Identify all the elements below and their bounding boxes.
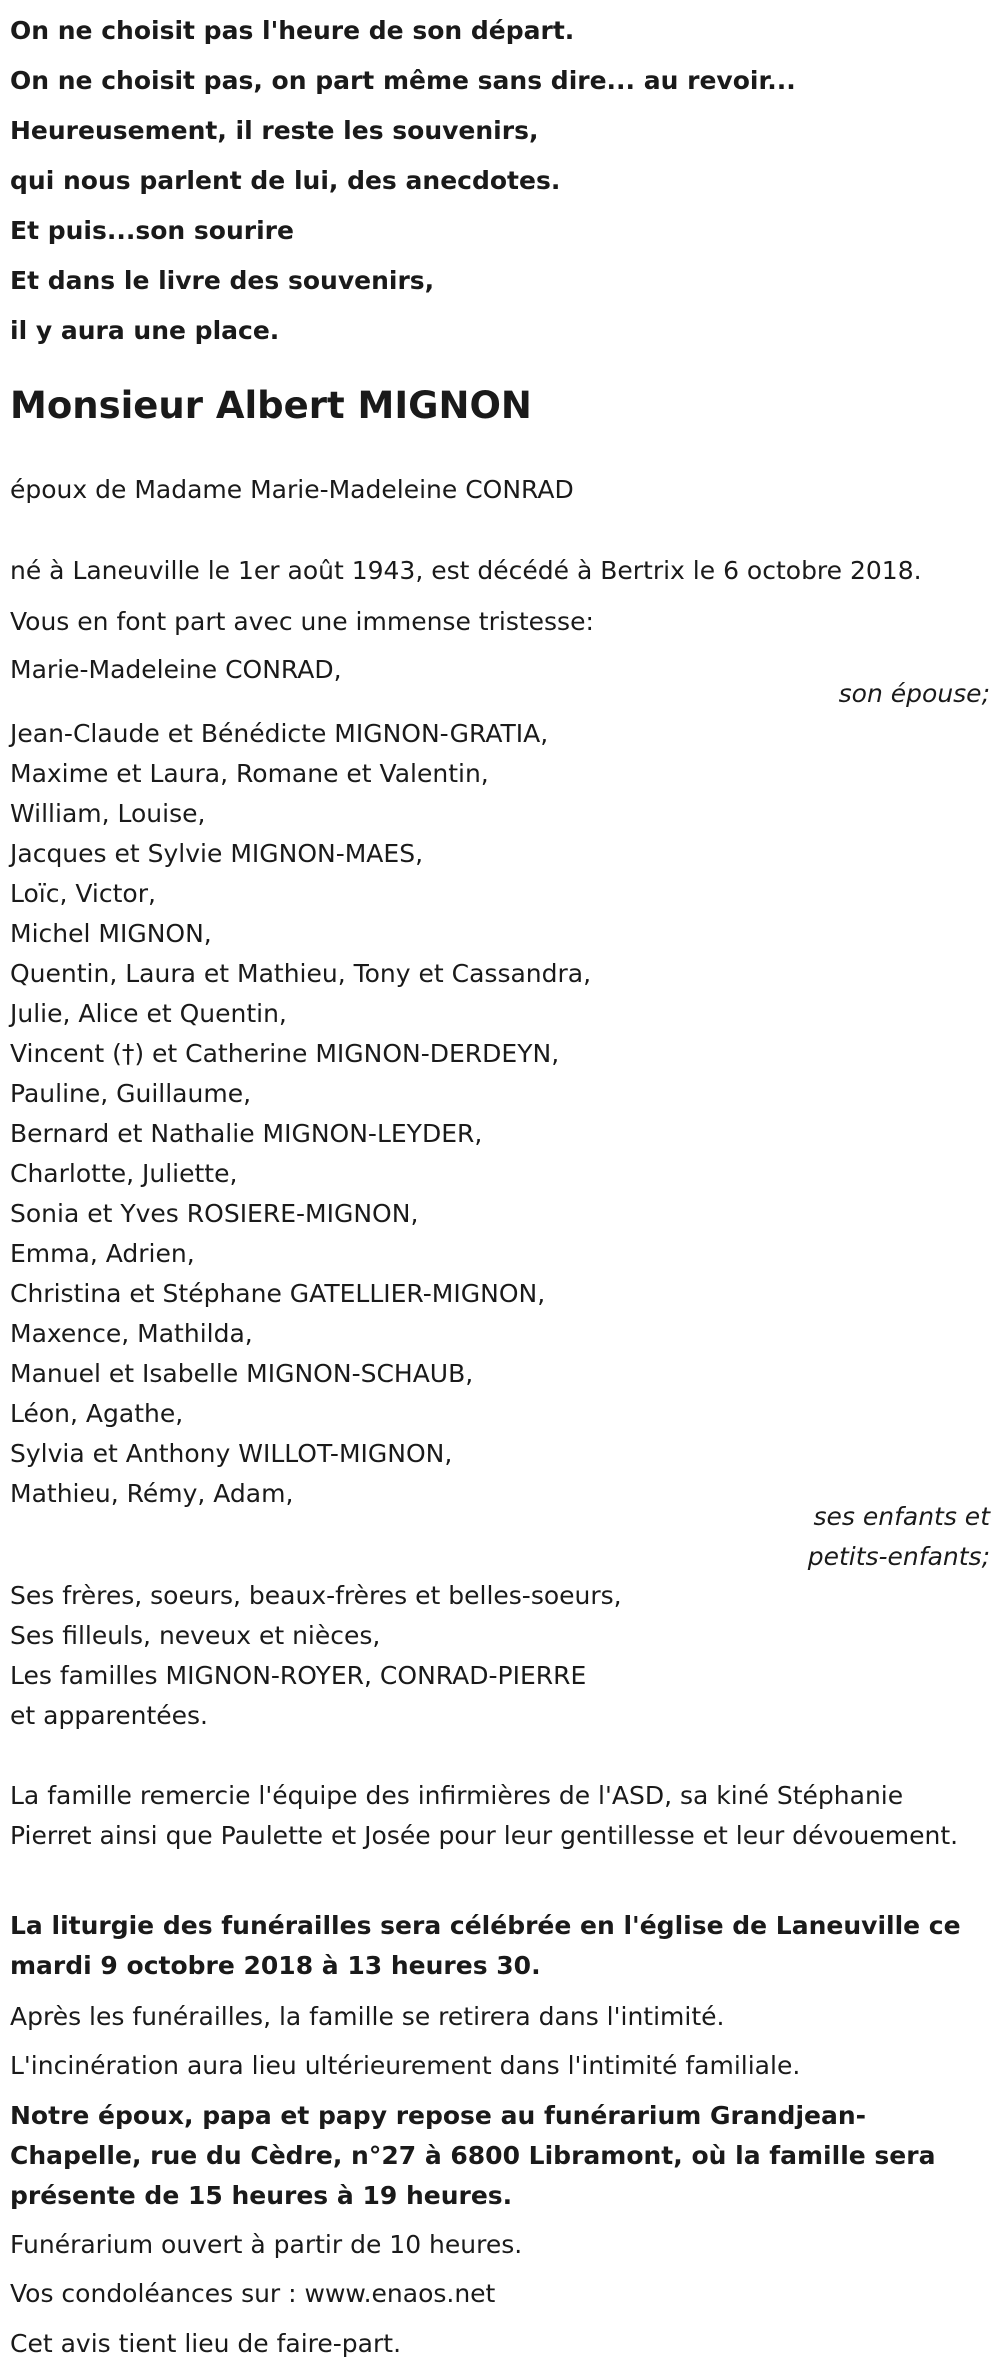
deceased-name: Monsieur Albert MIGNON — [10, 384, 532, 427]
poem-line: On ne choisit pas, on part même sans dire... au revoir... — [10, 66, 796, 95]
thanks-paragraph: La famille remercie l'équipe des infirmières de l'ASD, sa kiné Stéphanie Pierret ainsi que Paulette et Josée pour leur gentillesse et leur dévouement. — [10, 1781, 959, 1850]
list-item: Sylvia et Anthony WILLOT-MIGNON, — [10, 1439, 453, 1468]
announce-line: Vous en font part avec une immense tristesse: — [10, 607, 594, 636]
rest-place-paragraph: Notre époux, papa et papy repose au funérarium Grandjean-Chapelle, rue du Cèdre, n°27 à 6800 Libramont, où la famille sera présente de 15 heures à 19 heures. — [10, 2101, 936, 2210]
list-item: William, Louise, — [10, 799, 206, 828]
list-item: Jacques et Sylvie MIGNON-MAES, — [10, 839, 424, 868]
list-item: Bernard et Nathalie MIGNON-LEYDER, — [10, 1119, 483, 1148]
cremation-line: L'incinération aura lieu ultérieurement dans l'intimité familiale. — [10, 2051, 801, 2080]
list-item: Maxime et Laura, Romane et Valentin, — [10, 759, 489, 788]
notice-line: Cet avis tient lieu de faire-part. — [10, 2329, 402, 2358]
list-item: Les familles MIGNON-ROYER, CONRAD-PIERRE — [10, 1661, 587, 1690]
list-item: Christina et Stéphane GATELLIER-MIGNON, — [10, 1279, 546, 1308]
list-item: Ses filleuls, neveux et nièces, — [10, 1621, 381, 1650]
list-item: Mathieu, Rémy, Adam, — [10, 1479, 294, 1508]
spouse-line: époux de Madame Marie-Madeleine CONRAD — [10, 475, 574, 504]
spouse-name: Marie-Madeleine CONRAD, — [10, 655, 342, 684]
opening-line: Funérarium ouvert à partir de 10 heures. — [10, 2230, 523, 2259]
list-item: Ses frères, soeurs, beaux-frères et belles-soeurs, — [10, 1581, 622, 1610]
children-role — [808, 1497, 990, 1577]
children-role-line: ses enfants et — [813, 1502, 990, 1531]
list-item: Michel MIGNON, — [10, 919, 212, 948]
birth-death-line: né à Laneuville le 1er août 1943, est décédé à Bertrix le 6 octobre 2018. — [10, 556, 922, 585]
children-list — [10, 714, 990, 1514]
poem-line: On ne choisit pas l'heure de son départ. — [10, 16, 575, 45]
liturgy-paragraph: La liturgie des funérailles sera célébrée en l'église de Laneuville ce mardi 9 octobre 2018 à 13 heures 30. — [10, 1911, 961, 1980]
others-list — [10, 1576, 990, 1736]
list-item: Julie, Alice et Quentin, — [10, 999, 287, 1028]
poem-line: Et dans le livre des souvenirs, — [10, 266, 435, 295]
list-item: Léon, Agathe, — [10, 1399, 184, 1428]
poem-line: Heureusement, il reste les souvenirs, — [10, 116, 539, 145]
list-item: Manuel et Isabelle MIGNON-SCHAUB, — [10, 1359, 474, 1388]
list-item: Emma, Adrien, — [10, 1239, 195, 1268]
list-item: Jean-Claude et Bénédicte MIGNON-GRATIA, — [10, 719, 549, 748]
list-item: Loïc, Victor, — [10, 879, 156, 908]
children-role-line: petits-enfants; — [807, 1542, 990, 1571]
list-item: Sonia et Yves ROSIERE-MIGNON, — [10, 1199, 419, 1228]
after-funeral-line: Après les funérailles, la famille se retirera dans l'intimité. — [10, 2002, 725, 2031]
list-item: Pauline, Guillaume, — [10, 1079, 252, 1108]
poem-line: qui nous parlent de lui, des anecdotes. — [10, 166, 561, 195]
list-item: Charlotte, Juliette, — [10, 1159, 238, 1188]
condolences-line: Vos condoléances sur : www.enaos.net — [10, 2279, 496, 2308]
list-item: Maxence, Mathilda, — [10, 1319, 253, 1348]
poem — [10, 6, 990, 356]
list-item: Quentin, Laura et Mathieu, Tony et Cassandra, — [10, 959, 592, 988]
spouse-role: son épouse; — [838, 679, 990, 708]
poem-line: il y aura une place. — [10, 316, 280, 345]
list-item: et apparentées. — [10, 1701, 208, 1730]
list-item: Vincent (†) et Catherine MIGNON-DERDEYN, — [10, 1039, 560, 1068]
poem-line: Et puis...son sourire — [10, 216, 294, 245]
